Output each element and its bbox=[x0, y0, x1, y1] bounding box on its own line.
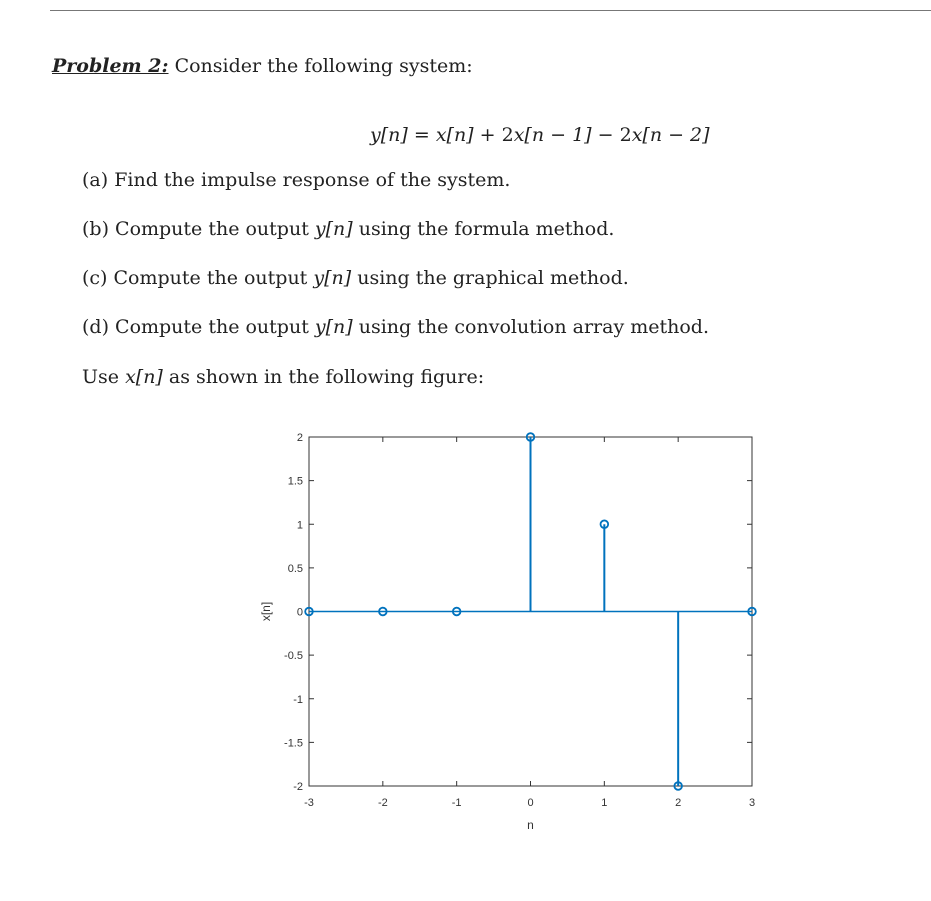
eq-plus: + bbox=[479, 124, 496, 146]
y-tick-label: 0.5 bbox=[287, 562, 303, 575]
problem-label: Problem 2: bbox=[52, 55, 169, 77]
eq-term2: x[n − 1] bbox=[513, 124, 592, 146]
y-tick-label: -0.5 bbox=[284, 650, 303, 663]
part-d-post: using the convolution array method. bbox=[358, 316, 709, 338]
eq-term2-coef: 2 bbox=[501, 124, 514, 146]
x-tick-label: 0 bbox=[527, 797, 534, 809]
eq-term3: x[n − 2] bbox=[631, 124, 710, 146]
eq-lhs: y[n] bbox=[370, 124, 408, 146]
x-axis-label: n bbox=[527, 818, 534, 832]
part-b-pre: (b) Compute the output bbox=[82, 218, 309, 240]
y-tick-label: 0 bbox=[296, 606, 303, 619]
use-post: as shown in the following figure: bbox=[168, 366, 485, 388]
part-d-var: y[n] bbox=[314, 316, 353, 338]
y-tick-label: -1 bbox=[293, 693, 303, 706]
y-tick-label: 2 bbox=[296, 432, 303, 444]
part-b-var: y[n] bbox=[314, 218, 353, 240]
eq-equals: = bbox=[413, 124, 430, 146]
problem-intro: Consider the following system: bbox=[174, 55, 473, 77]
part-c-var: y[n] bbox=[313, 267, 352, 289]
y-tick-label: -1.5 bbox=[284, 737, 303, 750]
x-tick-label: 2 bbox=[675, 797, 682, 809]
use-pre: Use bbox=[82, 366, 120, 388]
x-tick-label: -2 bbox=[377, 797, 388, 809]
y-tick-label: 1 bbox=[296, 519, 303, 532]
eq-term1: x[n] bbox=[435, 124, 474, 146]
eq-term3-coef: 2 bbox=[619, 124, 632, 146]
x-tick-label: -1 bbox=[451, 797, 462, 809]
part-a-text: (a) Find the impulse response of the system. bbox=[82, 169, 511, 191]
x-tick-label: 1 bbox=[601, 797, 608, 809]
x-tick-label: 3 bbox=[748, 797, 756, 809]
eq-minus: − bbox=[597, 124, 614, 146]
part-c-pre: (c) Compute the output bbox=[82, 267, 308, 289]
part-b-post: using the formula method. bbox=[358, 218, 615, 240]
part-d-pre: (d) Compute the output bbox=[82, 316, 309, 338]
y-axis-label: x[n] bbox=[259, 601, 273, 622]
y-tick-label: 1.5 bbox=[287, 475, 303, 488]
use-var: x[n] bbox=[125, 366, 163, 388]
part-c-post: using the graphical method. bbox=[357, 267, 629, 289]
x-tick-label: -3 bbox=[304, 797, 314, 809]
y-tick-label: -2 bbox=[293, 781, 303, 793]
